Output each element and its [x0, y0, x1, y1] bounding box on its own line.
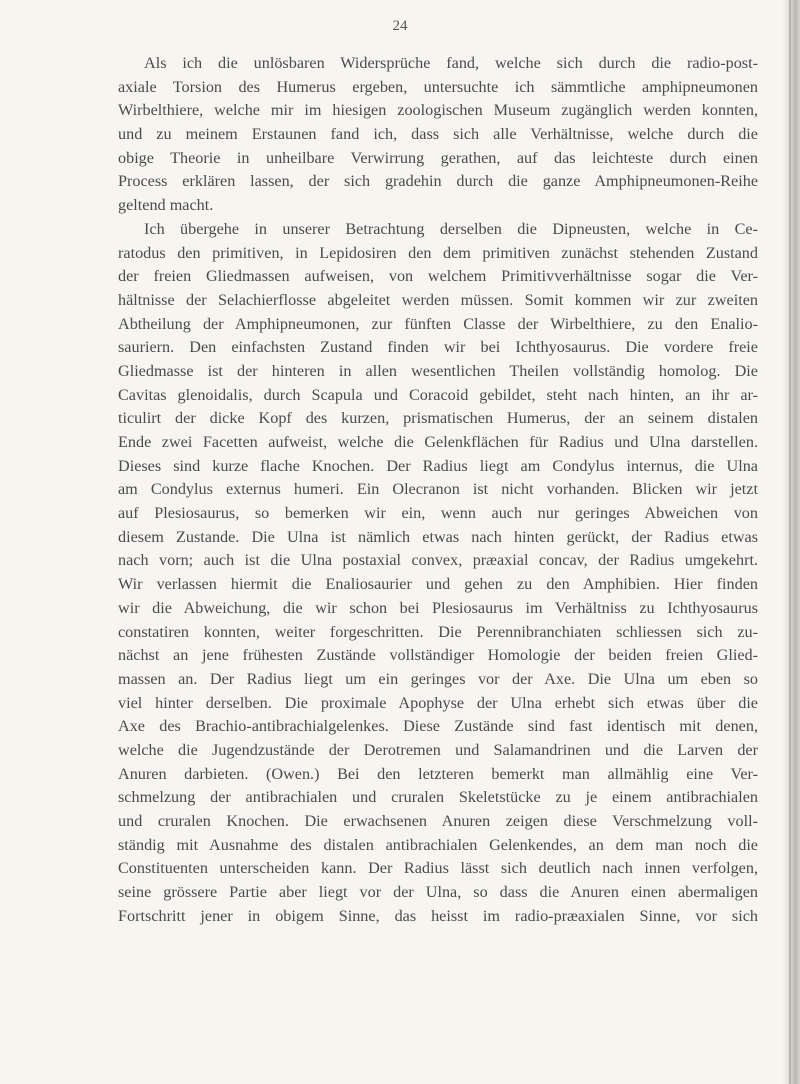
text-line: Cavitas glenoidalis, durch Scapula und Coracoid gebildet, steht nach hinten, an ihr ar- — [118, 385, 758, 404]
text-line: constatiren konnten, weiter forgeschritten. Die Perennibranchiaten schliessen sich zu- — [118, 622, 758, 641]
text-line: geltend macht. — [118, 196, 214, 215]
text-line: Wirbelthiere, welche mir im hiesigen zoologischen Museum zugänglich werden konnten, — [118, 101, 758, 120]
text-line: Dieses sind kurze flache Knochen. Der Radius liegt am Condylus internus, die Ulna — [118, 456, 758, 475]
text-line: Constituenten unterscheiden kann. Der Radius lässt sich deutlich nach innen verfolgen, — [118, 859, 758, 878]
text-line: und zu meinem Erstaunen fand ich, dass sich alle Verhältnisse, welche durch die — [118, 125, 758, 144]
text-line: nächst an jene frühesten Zustände vollständiger Homologie der beiden freien Glied- — [118, 646, 758, 665]
text-line: Wir verlassen hiermit die Enaliosaurier und gehen zu den Amphibien. Hier finden — [118, 575, 758, 594]
text-line: diesem Zustande. Die Ulna ist nämlich etwas nach hinten gerückt, der Radius etwas — [118, 527, 758, 546]
body-text — [118, 52, 758, 928]
text-line: Axe des Brachio-antibrachialgelenkes. Diese Zustände sind fast identisch mit denen, — [118, 717, 758, 736]
page-binding-line — [789, 0, 791, 1084]
text-line: und cruralen Knochen. Die erwachsenen Anuren zeigen diese Verschmelzung voll- — [118, 812, 758, 830]
text-line: der freien Gliedmassen aufweisen, von welchem Primitivverhältnisse sogar die Ver- — [118, 267, 758, 286]
text-line: axiale Torsion des Humerus ergeben, untersuchte ich sämmtliche amphipneumonen — [118, 77, 758, 96]
text-line: auf Plesiosaurus, so bemerken wir ein, wenn auch nur geringes Abweichen von — [118, 504, 758, 523]
text-line: wir die Abweichung, die wir schon bei Plesiosaurus im Verhältniss zu Ichthyosaurus — [118, 598, 758, 617]
text-line: viel hinter derselben. Die proximale Apophyse der Ulna erhebt sich etwas über die — [118, 693, 758, 712]
text-line: Abtheilung der Amphipneumonen, zur fünften Classe der Wirbelthiere, zu den Enalio- — [118, 314, 758, 333]
text-line: ticulirt der dicke Kopf des kurzen, prismatischen Humerus, der an seinem distalen — [118, 409, 758, 428]
text-line: ständig mit Ausnahme des distalen antibrachialen Gelenkendes, an dem man noch die — [118, 835, 758, 854]
page-number: 24 — [392, 18, 408, 34]
text-line: seine grössere Partie aber liegt vor der Ulna, so dass die Anuren einen abermaligen — [118, 883, 758, 902]
page-edge-shadow — [782, 0, 800, 1084]
text-line: Ich übergehe in unserer Betrachtung derselben die Dipneusten, welche in Ce- — [144, 219, 758, 238]
text-line: Process erklären lassen, der sich gradehin durch die ganze Amphipneumonen-Reihe — [118, 172, 758, 191]
text-line: massen an. Der Radius liegt um ein geringes vor der Axe. Die Ulna um eben so — [118, 669, 758, 688]
text-line: hältnisse der Selachierflosse abgeleitet werden müssen. Somit kommen wir zur zweiten — [118, 290, 758, 309]
text-line: Gliedmasse ist der hinteren in allen wesentlichen Theilen vollständig homolog. Die — [118, 361, 758, 380]
text-line: Ende zwei Facetten aufweist, welche die Gelenkflächen für Radius und Ulna darstellen. — [118, 433, 758, 451]
text-line: am Condylus externus humeri. Ein Olecranon ist nicht vorhanden. Blicken wir jetzt — [118, 480, 758, 499]
text-line: sauriern. Den einfachsten Zustand finden wir bei Ichthyosaurus. Die vordere freie — [118, 338, 758, 357]
text-line: obige Theorie in unheilbare Verwirrung gerathen, auf das leichteste durch einen — [118, 148, 758, 167]
text-line: Fortschritt jener in obigem Sinne, das heisst im radio-præaxialen Sinne, vor sich — [118, 906, 758, 925]
text-line: ratodus den primitiven, in Lepidosiren den dem primitiven zunächst stehenden Zustand — [118, 243, 758, 262]
text-line: Anuren darbieten. (Owen.) Bei den letzteren bemerkt man allmählig eine Ver- — [118, 764, 758, 783]
text-line: schmelzung der antibrachialen und cruralen Skeletstücke zu je einem antibrachialen — [118, 788, 758, 807]
text-line: nach vorn; auch ist die Ulna postaxial convex, præaxial concav, der Radius umgekehrt. — [118, 551, 758, 570]
text-line: welche die Jugendzustände der Derotremen und Salamandrinen und die Larven der — [118, 740, 758, 759]
text-line: Als ich die unlösbaren Widersprüche fand, welche sich durch die radio-post- — [144, 54, 758, 72]
